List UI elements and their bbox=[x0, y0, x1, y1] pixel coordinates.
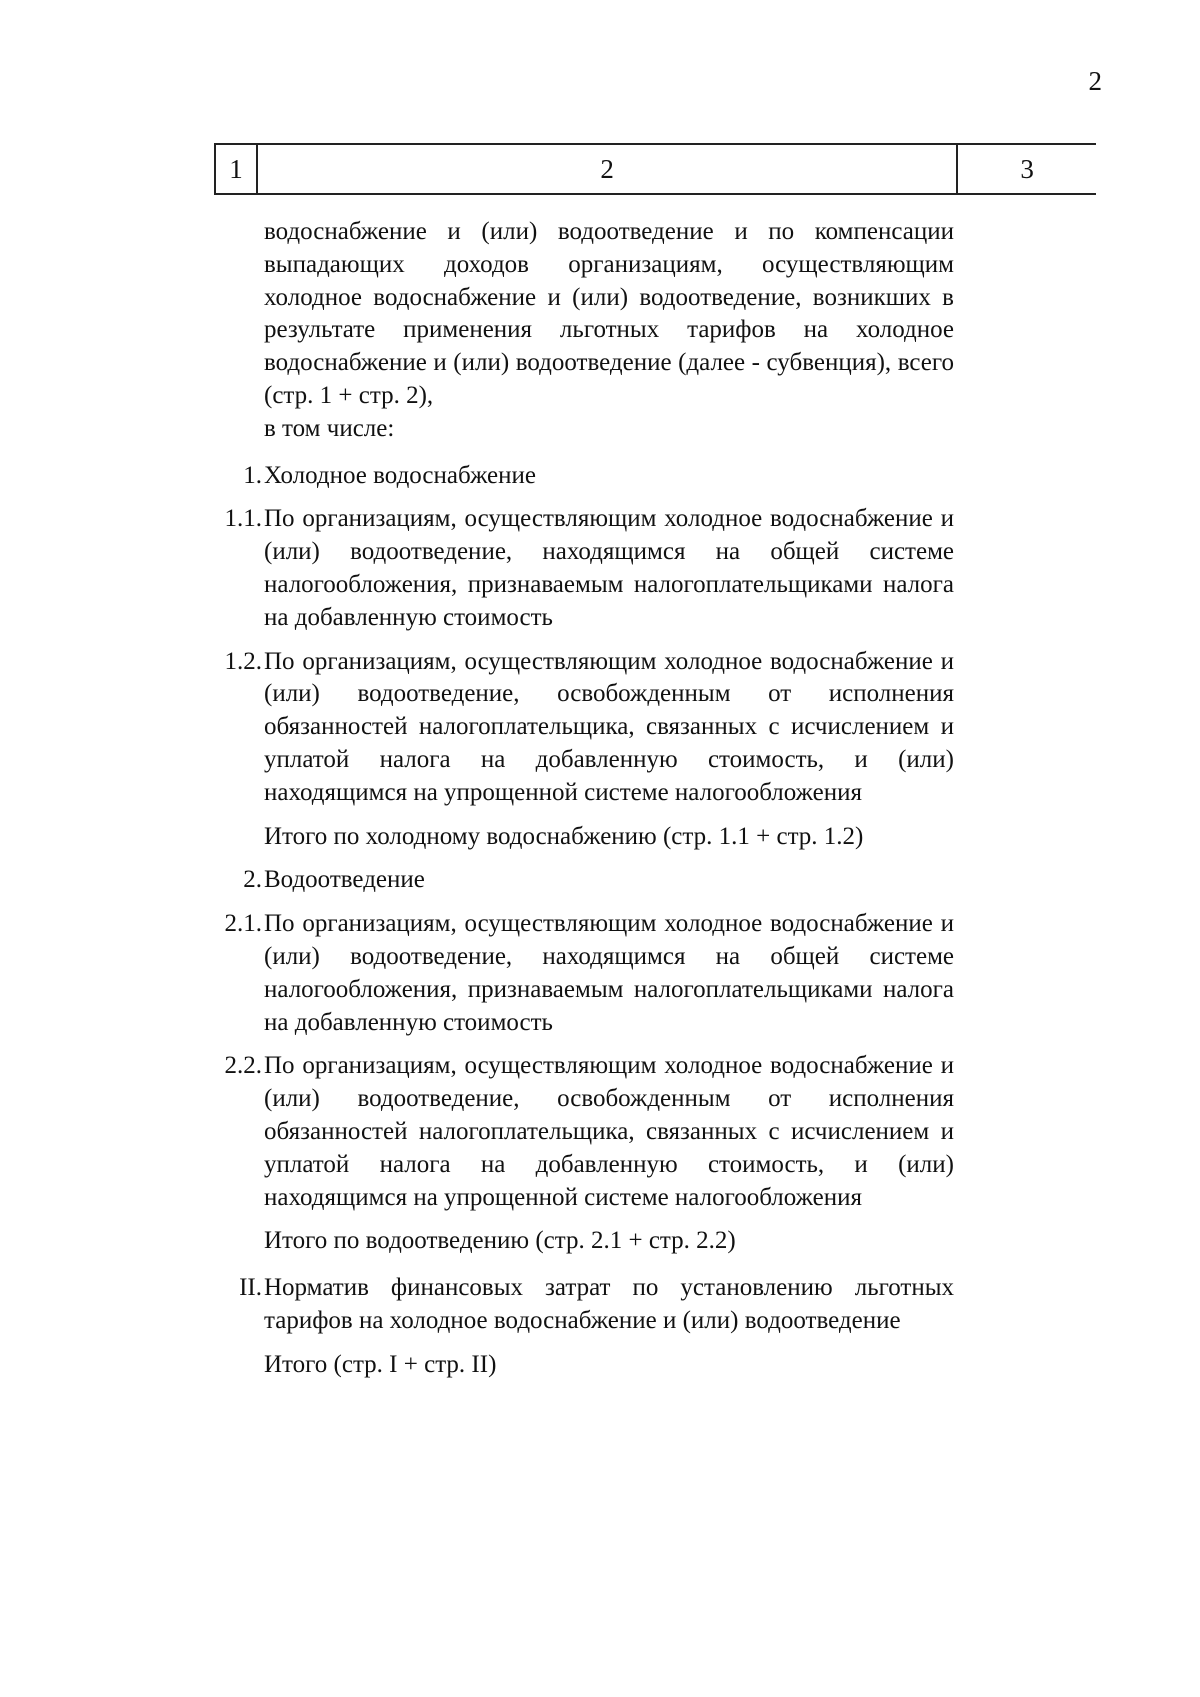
item-number: 2.2. bbox=[224, 1052, 262, 1080]
item-row bbox=[214, 503, 954, 634]
section-total: Итого по холодному водоснабжению (стр. 1.1 + стр. 1.2) bbox=[264, 822, 864, 850]
item-text: По организациям, осуществляющим холодное водоснабжение и (или) водоотведение, находящимся на общей системе налогообложения, признаваемым налогоплательщиками налога на добавленную стоимость bbox=[264, 910, 954, 1036]
section-ii-row bbox=[214, 1272, 954, 1338]
section-row bbox=[214, 864, 954, 897]
column-number-1: 1 bbox=[214, 145, 258, 193]
item-number: 2.1. bbox=[224, 910, 262, 938]
intro-subheading: в том числе: bbox=[264, 414, 395, 442]
page-number: 2 bbox=[1088, 66, 1102, 96]
section-title: Холодное водоснабжение bbox=[264, 461, 536, 489]
section-ii-number: II. bbox=[239, 1274, 262, 1302]
section-total: Итого по водоотведению (стр. 2.1 + стр. 2.2) bbox=[264, 1227, 736, 1255]
item-text: По организациям, осуществляющим холодное водоснабжение и (или) водоотведение, находящимся на общей системе налогообложения, признаваемым налогоплательщиками налога на добавленную стоимость bbox=[264, 505, 954, 631]
intro-paragraph: водоснабжение и (или) водоотведение и по компенсации выпадающих доходов организациям, осуществляющим холодное водоснабжение и (или) водоотведение, возникших в результате применения льготных тарифов на холодное водоснабжение и (или) водоотведение (далее - субвенция), всего (стр. 1 + стр. 2), bbox=[264, 218, 954, 409]
item-text: По организациям, осуществляющим холодное водоснабжение и (или) водоотведение, освобожденным от исполнения обязанностей налогоплательщика, связанных с исчислением и уплатой налога на добавленную стоимость, и (или) находящимся на упрощенной системе налогообложения bbox=[264, 1052, 954, 1211]
item-number: 1.1. bbox=[224, 505, 262, 533]
item-number: 1.2. bbox=[224, 647, 262, 675]
section-title: Водоотведение bbox=[264, 866, 425, 894]
section-row bbox=[214, 460, 954, 493]
section-ii-text: Норматив финансовых затрат по установлению льготных тарифов на холодное водоснабжение и (или) водоотведение bbox=[264, 1274, 954, 1334]
item-row bbox=[214, 908, 954, 1039]
grand-total: Итого (стр. I + стр. II) bbox=[264, 1350, 497, 1378]
section-number: 2. bbox=[243, 866, 262, 894]
column-number-3: 3 bbox=[1020, 153, 1034, 184]
item-row bbox=[214, 1050, 954, 1214]
item-row bbox=[214, 646, 954, 810]
section-number: 1. bbox=[243, 461, 262, 489]
column-number-2: 2 bbox=[258, 145, 958, 193]
table-column-header bbox=[214, 143, 1096, 195]
item-text: По организациям, осуществляющим холодное водоснабжение и (или) водоотведение, освобожденным от исполнения обязанностей налогоплательщика, связанных с исчислением и уплатой налога на добавленную стоимость, и (или) находящимся на упрощенной системе налогообложения bbox=[264, 647, 954, 806]
document-body bbox=[214, 216, 954, 1382]
